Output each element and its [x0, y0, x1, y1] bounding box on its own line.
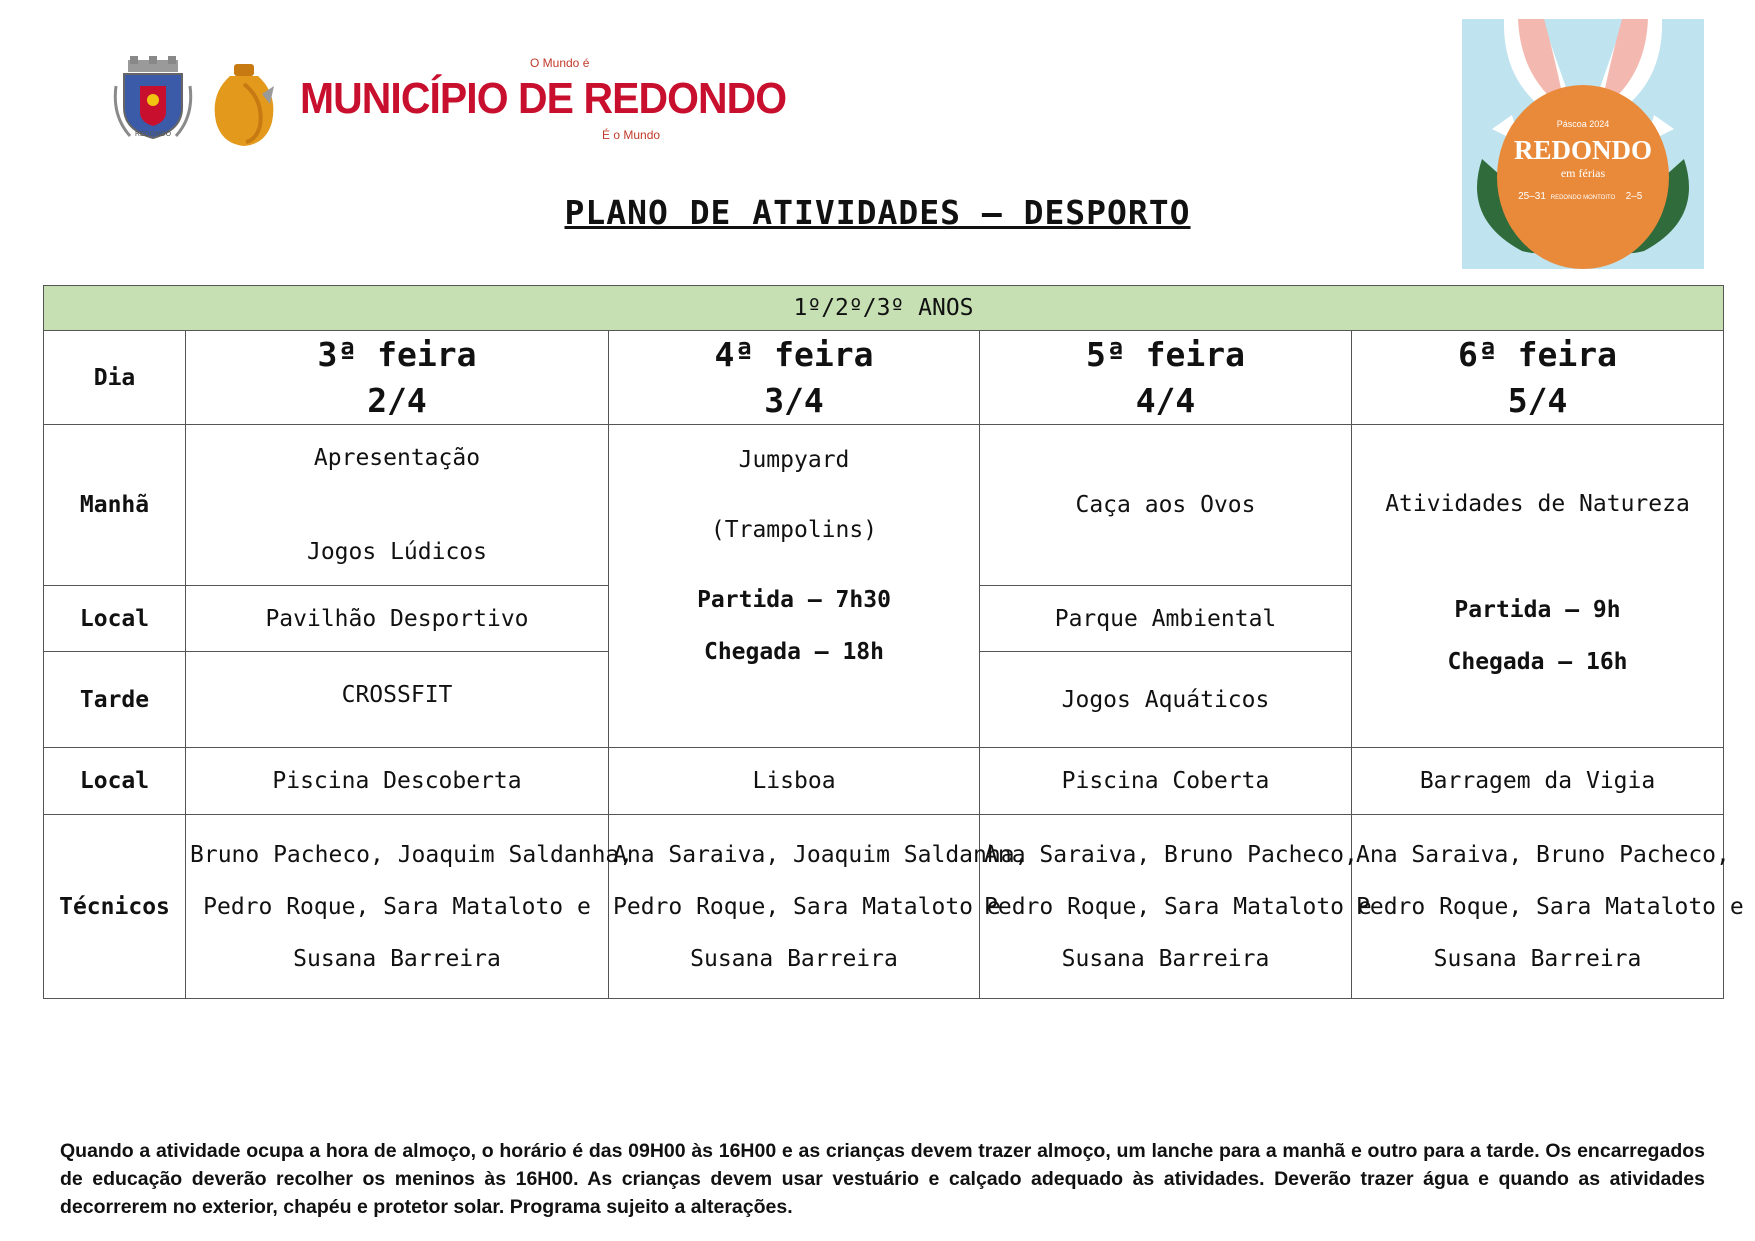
technician-line: Bruno Pacheco, Joaquim Saldanha,: [190, 841, 634, 868]
activity-text: CROSSFIT: [341, 682, 453, 708]
cell-thu-tech: [980, 815, 1372, 999]
location-text: Parque Ambiental: [1054, 605, 1277, 632]
municipality-logo: [110, 52, 787, 148]
clay-jar-icon: [208, 60, 280, 148]
day-header-wed: [609, 331, 980, 425]
municipality-name: MUNICÍPIO DE REDONDO: [300, 74, 787, 123]
activity-text: Caça aos Ovos: [1075, 492, 1256, 518]
day-header-tue: [186, 331, 609, 425]
table-row-morning: [44, 425, 1724, 586]
cell-thu-morning: [980, 425, 1352, 586]
page-title: PLANO DE ATIVIDADES – DESPORTO: [564, 193, 1191, 232]
technician-line: Susana Barreira: [690, 945, 898, 972]
activity-text: Jogos Lúdicos: [306, 539, 487, 565]
location-text: Piscina Coberta: [1061, 768, 1270, 794]
row-label-manha: Manhã: [44, 425, 186, 586]
cell-tue-local: [186, 748, 609, 815]
year-band: 1º/2º/3º ANOS: [44, 286, 1724, 331]
table-row-local-afternoon: [44, 748, 1724, 815]
weekday: 6ª feira: [1458, 334, 1617, 374]
municipality-tagline-bottom: É o Mundo: [602, 128, 661, 142]
activities-table: [43, 285, 1744, 999]
activity-text: Atividades de Natureza: [1385, 491, 1690, 517]
arrival-time: Chegada – 16h: [1447, 649, 1628, 675]
technician-line: Susana Barreira: [1061, 945, 1270, 972]
cell-tue-local-morning: [186, 586, 609, 652]
technician-line: Pedro Roque, Sara Mataloto e: [613, 893, 1001, 920]
technician-line: Pedro Roque, Sara Mataloto e: [1356, 893, 1744, 920]
poster-dates-right: 2–5: [1625, 191, 1643, 202]
departure-time: Partida – 7h30: [697, 587, 891, 613]
technician-line: Ana Saraiva, Bruno Pacheco,: [1356, 841, 1730, 868]
cell-thu-local: [980, 748, 1352, 815]
departure-time: Partida – 9h: [1454, 597, 1621, 623]
poster-caption: em férias: [1560, 166, 1606, 180]
activity-text: Jumpyard: [738, 447, 850, 473]
day-header-fri: [1352, 331, 1724, 425]
weekday: 5ª feira: [1086, 334, 1245, 374]
weekday: 4ª feira: [714, 334, 874, 374]
location-text: Piscina Descoberta: [272, 768, 522, 794]
activity-text: Jogos Aquáticos: [1061, 686, 1270, 713]
cell-wed-local: [609, 748, 980, 815]
arrival-time: Chegada – 18h: [703, 639, 884, 665]
cell-fri-tech: [1352, 815, 1744, 999]
cell-thu-local-morning: [980, 586, 1352, 652]
date: 4/4: [1135, 380, 1196, 420]
row-label-tecnicos: Técnicos: [44, 815, 186, 999]
table-row-technicians: [44, 815, 1724, 999]
date: 3/4: [764, 380, 824, 420]
poster-dates-mid: REDONDO MONTOITO: [1550, 195, 1616, 201]
row-label-local: Local: [44, 586, 186, 652]
cell-tue-morning: [186, 425, 609, 586]
row-label-tarde: Tarde: [44, 652, 186, 748]
technician-line: Pedro Roque, Sara Mataloto e: [203, 893, 591, 920]
cell-wed-tech: [609, 815, 1029, 999]
weekday: 3ª feira: [317, 334, 477, 374]
municipality-tagline-top: O Mundo é: [530, 56, 590, 70]
cell-fri-trip: [1352, 425, 1724, 748]
footer-note: Quando a atividade ocupa a hora de almoço, o horário é das 09H00 às 16H00 e as crianças devem trazer almoço, um lanche para a manhã e outro para a tarde. Os encarregados de educação deverão recolher os meninos às 16H00. As crianças devem usar vestuário e calçado adequado às atividades. Deverão trazer água e quando as atividades decorrerem no exterior, chapéu e protetor solar. Programa sujeito a alterações.: [60, 1140, 1705, 1218]
technician-line: Susana Barreira: [1433, 945, 1642, 972]
poster-title: REDONDO: [1513, 135, 1653, 165]
cell-tue-afternoon: [186, 652, 609, 748]
location-text: Barragem da Vigia: [1419, 768, 1656, 794]
table-header-row: [44, 331, 1724, 425]
cell-fri-local: [1352, 748, 1724, 815]
row-label-dia: Dia: [44, 331, 186, 425]
technician-line: Pedro Roque, Sara Mataloto e: [984, 893, 1372, 920]
location-text: Lisboa: [752, 768, 836, 794]
day-header-thu: [980, 331, 1352, 425]
poster-subtitle: Páscoa 2024: [1556, 119, 1610, 129]
date: 2/4: [367, 380, 427, 420]
table-band-row: [44, 286, 1724, 331]
cell-wed-trip: [609, 425, 980, 748]
crest-label: REDONDO: [134, 130, 172, 138]
row-label-local: Local: [44, 748, 186, 815]
poster-dates-left: 25–31: [1518, 191, 1546, 202]
activity-text: Apresentação: [313, 445, 481, 471]
cell-thu-afternoon: [980, 652, 1352, 748]
technician-line: Ana Saraiva, Bruno Pacheco,: [984, 841, 1358, 868]
technician-line: Ana Saraiva, Joaquim Saldanha,: [613, 841, 1029, 868]
activity-text: (Trampolins): [710, 517, 878, 543]
technician-line: Susana Barreira: [293, 945, 501, 972]
location-text: Pavilhão Desportivo: [265, 605, 529, 632]
cell-tue-tech: [186, 815, 634, 999]
date: 5/4: [1507, 380, 1568, 420]
